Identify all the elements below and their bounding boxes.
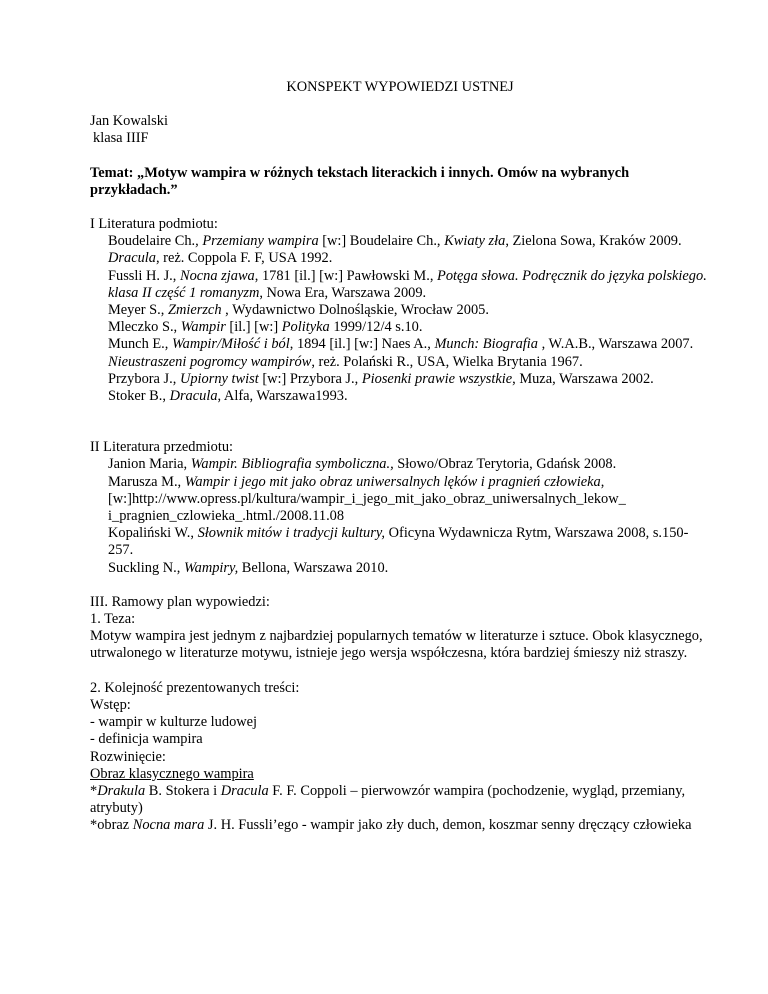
document-title: KONSPEKT WYPOWIEDZI USTNEJ (286, 79, 514, 95)
primary-literature-list (90, 233, 710, 405)
section-plan-heading: III. Ramowy plan wypowiedzi: (90, 593, 270, 610)
thesis-text: Motyw wampira jest jednym z najbardziej popularnych tematów w literaturze i sztuce. Obok klasycznego, utrwalonego w literaturze motywu, istnieje jego wersja współczesna, która bardziej śmieszy niż straszy. (90, 628, 703, 662)
list-item: Boudelaire Ch., Przemiany wampira [w:] Boudelaire Ch., Kwiaty zła, Zielona Sowa, Kraków 2009. (108, 233, 682, 250)
list-item: Mleczko S., Wampir [il.] [w:] Polityka 1999/12/4 s.10. (108, 319, 423, 336)
list-item: Przybora J., Upiorny twist [w:] Przybora J., Piosenki prawie wszystkie, Muza, Warszawa 2002. (108, 370, 654, 387)
list-item: Fussli H. J., Nocna zjawa, 1781 [il.] [w:] Pawłowski M., Potęga słowa. Podręcznik do języka polskiego. klasa II część 1 romanyzm, Nowa Era, Warszawa 2009. (108, 267, 707, 301)
list-item: *obraz Nocna mara J. H. Fussli’ego - wampir jako zły duch, demon, koszmar senny dręczący człowieka (90, 817, 692, 834)
list-item: Suckling N., Wampiry, Bellona, Warszawa 2010. (108, 559, 389, 576)
author-name: Jan Kowalski (90, 113, 168, 130)
list-item: - definicja wampira (90, 731, 203, 748)
list-item: Dracula, reż. Coppola F. F, USA 1992. (108, 250, 333, 267)
list-item: Janion Maria, Wampir. Bibliografia symboliczna., Słowo/Obraz Terytoria, Gdańsk 2008. (108, 456, 617, 473)
section-secondary-literature-heading: II Literatura przedmiotu: (90, 439, 234, 456)
list-item: *Drakula B. Stokera i Dracula F. F. Coppoli – pierwowzór wampira (pochodzenie, wygląd, przemiany, atrybuty) (90, 782, 686, 817)
list-item: Marusza M., Wampir i jego mit jako obraz uniwersalnych lęków i pragnień człowieka, [w:]http://www.opress.pl/kultura/wampir_i_jego_mit_jako_obraz_uniwersalnych_lekow_ i_pragnien_czlowieka_.html./2008.11.08 (108, 473, 626, 525)
document-page (90, 79, 710, 835)
secondary-literature-list (90, 456, 710, 576)
list-item: Munch E., Wampir/Miłość i ból, 1894 [il.] [w:] Naes A., Munch: Biografia , W.A.B., Warszawa 2007. (108, 336, 694, 353)
list-item: Kopaliński W., Słownik mitów i tradycji kultury, Oficyna Wydawnicza Rytm, Warszawa 2008, s.150-257. (108, 525, 689, 559)
body-label: Rozwinięcie: (90, 748, 166, 765)
list-item: Meyer S., Zmierzch , Wydawnictwo Dolnośląskie, Wrocław 2005. (108, 302, 489, 319)
topic-heading: Temat: „Motyw wampira w różnych tekstach literackich i innych. Omów na wybranych przykładach.” (90, 164, 630, 198)
section-primary-literature-heading: I Literatura podmiotu: (90, 216, 218, 233)
list-item: Stoker B., Dracula, Alfa, Warszawa1993. (108, 388, 348, 405)
classic-vampire-heading: Obraz klasycznego wampira (90, 765, 254, 782)
intro-label: Wstęp: (90, 696, 131, 713)
list-item: - wampir w kulturze ludowej (90, 714, 258, 731)
url-line: [w:]http://www.opress.pl/kultura/wampir_i_jego_mit_jako_obraz_uniwersalnych_lekow_ (108, 490, 626, 507)
order-label: 2. Kolejność prezentowanych treści: (90, 679, 300, 696)
list-item: Nieustraszeni pogromcy wampirów, reż. Polański R., USA, Wielka Brytania 1967. (108, 353, 583, 370)
author-block (90, 113, 710, 147)
thesis-label: 1. Teza: (90, 611, 136, 628)
author-class: klasa IIIF (93, 130, 149, 147)
